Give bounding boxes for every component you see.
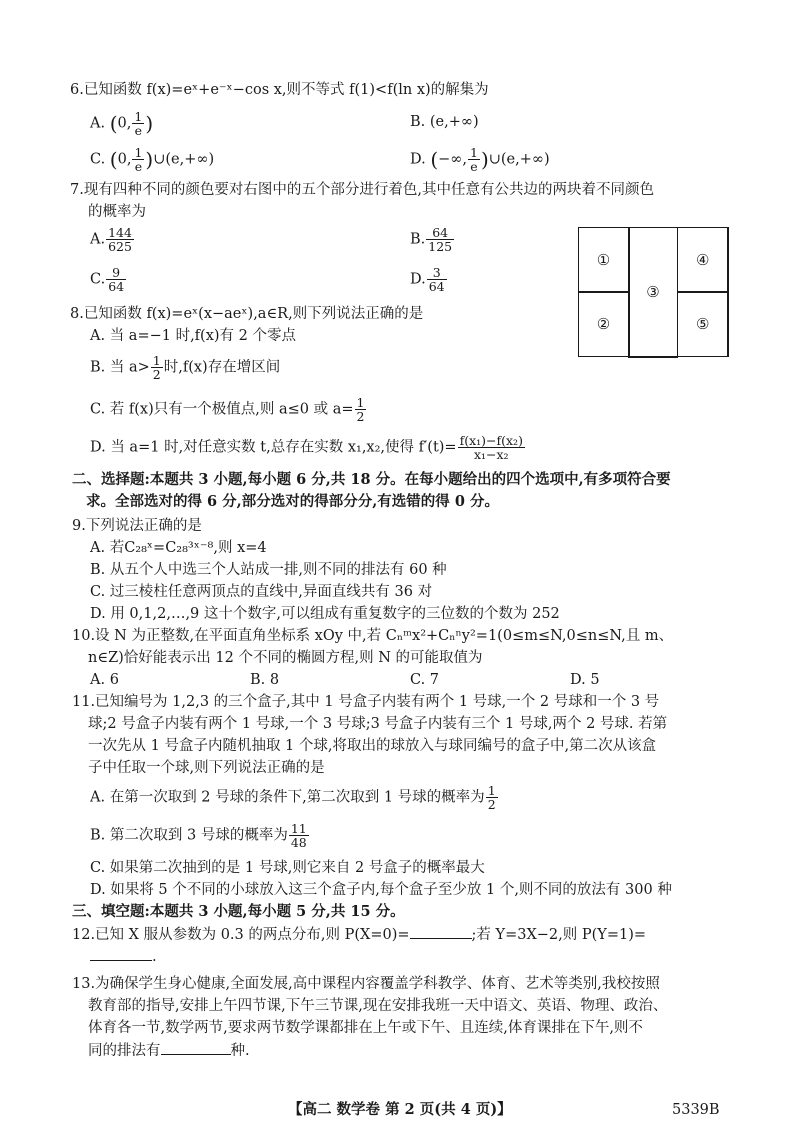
q13-line4-post: 种. [230,1043,250,1059]
q7-b-frac [426,226,454,253]
q7-a-num: 144 [108,225,132,240]
region-2: ② [578,291,630,357]
q12-line2 [90,946,157,967]
q7-c-num: 9 [106,266,126,280]
q7-c-den: 64 [108,279,125,294]
q11-a-den: 2 [487,797,496,812]
q11-b-pre: B. 第二次取到 3 号球的概率为 [90,827,288,844]
q10-option-c: C. 7 [410,672,440,688]
q6-b-label: B. [410,114,426,130]
q6-d-label: D. [410,151,426,168]
section-2-heading-line2: 求。全部选对的得 6 分,部分选对的得部分分,有选错的得 0 分。 [86,493,499,510]
q11-option-b [90,822,310,852]
q8-option-a: A. 当 a=−1 时,f(x)有 2 个零点 [90,328,296,344]
q13-line4-pre: 同的排法有 [88,1043,161,1059]
q12-end: . [152,949,157,965]
q6-option-b [410,112,479,132]
q7-stem-line1: 7.现有四种不同的颜色要对右图中的五个部分进行着色,其中任意有公共边的两块着不同颜色 [70,182,654,198]
q6-c-close: ) [145,147,154,172]
q8-option-b [90,354,280,384]
q7-option-a [90,226,135,256]
q6-c-post: ∪(e,+∞) [153,151,215,168]
q7-b-den: 125 [428,239,453,254]
q13-stem-line2: 教育部的指导,安排上午四节课,下午三节课,现在安排我班一天中语文、英语、物理、政治、 [88,998,668,1014]
q12-mid: ;若 Y=3X−2,则 P(Y=1)= [471,927,647,943]
q8-b-pre: B. 当 a> [90,359,150,376]
q10-stem-line1: 10.设 N 为正整数,在平面直角坐标系 xOy 中,若 Cₙᵐx²+Cₙⁿy²=1(0≤m≤N,0≤n≤N,且 m、 [72,628,674,644]
q7-c-label: C. [90,271,106,288]
q8-d-frac [458,434,525,461]
q8-option-c [90,396,367,426]
q8-b-frac [151,354,163,381]
q6-option-c [90,146,214,174]
q7-d-label: D. [410,271,426,288]
q6-d-open: ( [430,147,439,172]
q11-b-den: 48 [290,835,307,850]
q6-d-pre: −∞, [438,151,467,168]
q11-b-frac [289,822,309,849]
q6-a-pre: 0, [117,115,132,132]
q12-blank-2[interactable] [90,946,152,961]
q6-c-pre: 0, [117,151,132,168]
q8-c-frac [355,396,367,423]
q11-b-num: 11 [290,821,307,836]
region-3: ③ [628,227,678,358]
q6-d-num: 1 [469,145,478,160]
q11-a-num: 1 [487,783,496,798]
paper-code: 5339B [672,1102,720,1118]
q11-a-frac [486,784,498,811]
q6-a-den: e [134,123,143,138]
q8-c-den: 2 [356,409,365,424]
q6-a-frac [132,110,144,137]
q8-c-pre: C. 若 f(x)只有一个极值点,则 a≤0 或 a= [90,401,354,418]
q12-pre: 12.已知 X 服从参数为 0.3 的两点分布,则 P(X=0)= [72,927,410,943]
q8-d-num: f(x₁)−f(x₂) [459,433,523,448]
q13-stem-line3: 体育各一节,数学两节,要求两节数学课都排在上午或下午、且连续,体育课排在下午,则不 [88,1020,643,1036]
q13-stem-line4 [88,1040,250,1061]
q7-d-num: 3 [427,266,447,280]
q10-stem-line2: n∈Z)恰好能表示出 12 个不同的椭圆方程,则 N 的可能取值为 [88,650,483,666]
q6-c-den: e [134,159,143,174]
q7-option-b [410,226,455,256]
q10-option-a: A. 6 [90,672,119,688]
q7-a-den: 625 [108,239,132,254]
q6-c-frac [132,146,144,173]
q11-stem-line4: 子中任取一个球,则下列说法正确的是 [88,760,325,776]
q7-option-c [90,266,127,296]
q6-d-frac [468,146,480,173]
section-3-heading: 三、填空题:本题共 3 小题,每小题 5 分,共 15 分。 [72,903,405,920]
q6-a-label: A. [90,115,106,132]
q6-c-label: C. [90,151,106,168]
region-4: ④ [677,227,729,293]
q10-option-b: B. 8 [250,672,280,688]
q6-d-den: e [470,159,478,174]
q7-a-label: A. [90,231,106,248]
q8-c-num: 1 [356,395,365,410]
q11-stem-line1: 11.已知编号为 1,2,3 的三个盒子,其中 1 号盒子内装有两个 1 号球,一个 2 号球和一个 3 号 [72,694,660,710]
q8-b-num: 1 [152,353,161,368]
q6-b-text: (e,+∞) [429,114,479,130]
q13-blank[interactable] [161,1040,231,1055]
q6-a-num: 1 [134,109,143,124]
q11-stem-line3: 一次先从 1 号盒子内随机抽取 1 个球,将取出的球放入与球同编号的盒子中,第二次从该盒 [88,738,657,754]
q7-c-frac [106,266,126,293]
q11-option-a [90,784,499,814]
q6-option-d [410,146,550,174]
q9-option-a: A. 若C₂₈ˣ=C₂₈³ˣ⁻⁸,则 x=4 [90,540,267,556]
q7-stem-line2: 的概率为 [88,204,146,220]
q11-option-c: C. 如果第二次抽到的是 1 号球,则它来自 2 号盒子的概率最大 [90,860,485,876]
q9-stem: 9.下列说法正确的是 [72,518,202,534]
q13-stem-line1: 13.为确保学生身心健康,全面发展,高中课程内容覆盖学科教学、体育、艺术等类别,我校按照 [72,976,660,992]
q6-d-post: ∪(e,+∞) [488,151,550,168]
q8-b-post: 时,f(x)存在增区间 [163,359,281,376]
q6-option-a [90,110,153,138]
section-2-heading-line1: 二、选择题:本题共 3 小题,每小题 6 分,共 18 分。在每小题给出的四个选项中,有多项符合要 [72,471,671,488]
q12-blank-1[interactable] [410,924,472,939]
q6-d-close: ) [480,147,489,172]
q11-stem-line2: 球;2 号盒子内装有两个 1 号球,一个 3 号球;3 号盒子内装有三个 1 号球,两个 2 号球. 若第 [88,716,668,732]
q6-a-close: ) [145,111,154,136]
q9-option-c: C. 过三棱柱任意两顶点的直线中,异面直线共有 36 对 [90,584,433,600]
q7-b-label: B. [410,231,426,248]
region-1: ① [578,227,630,293]
q6-c-open: ( [109,147,118,172]
q8-d-pre: D. 当 a=1 时,对任意实数 t,总存在实数 x₁,x₂,使得 f′(t)= [90,439,457,456]
q12-line1 [72,924,646,945]
q9-option-b: B. 从五个人中选三个人站成一排,则不同的排法有 60 种 [90,562,447,578]
q8-d-den: x₁−x₂ [473,447,509,462]
region-5: ⑤ [677,291,729,357]
page-footer: 【高二 数学卷 第 2 页(共 4 页)】 [288,1101,512,1118]
q8-option-d [90,434,526,464]
q11-a-pre: A. 在第一次取到 2 号球的条件下,第二次取到 1 号球的概率为 [90,789,485,806]
q10-option-d: D. 5 [570,672,600,688]
q7-d-den: 64 [428,279,445,294]
q6-c-num: 1 [134,145,143,160]
q9-option-d: D. 用 0,1,2,…,9 这十个数字,可以组成有重复数字的三位数的个数为 252 [90,606,560,622]
q6-stem: 6.已知函数 f(x)=eˣ+e⁻ˣ−cos x,则不等式 f(1)<f(ln x)的解集为 [70,82,489,98]
q8-b-den: 2 [152,367,161,382]
q7-a-frac [106,226,134,253]
q6-a-open: ( [109,111,118,136]
q7-d-frac [427,266,447,293]
q7-option-d [410,266,448,296]
coloring-figure [578,227,728,357]
q11-option-d: D. 如果将 5 个不同的小球放入这三个盒子内,每个盒子至少放 1 个,则不同的放法有 300 种 [90,882,672,898]
q7-b-num: 64 [426,226,454,240]
q8-stem: 8.已知函数 f(x)=eˣ(x−aeˣ),a∈R,则下列说法正确的是 [70,306,424,322]
